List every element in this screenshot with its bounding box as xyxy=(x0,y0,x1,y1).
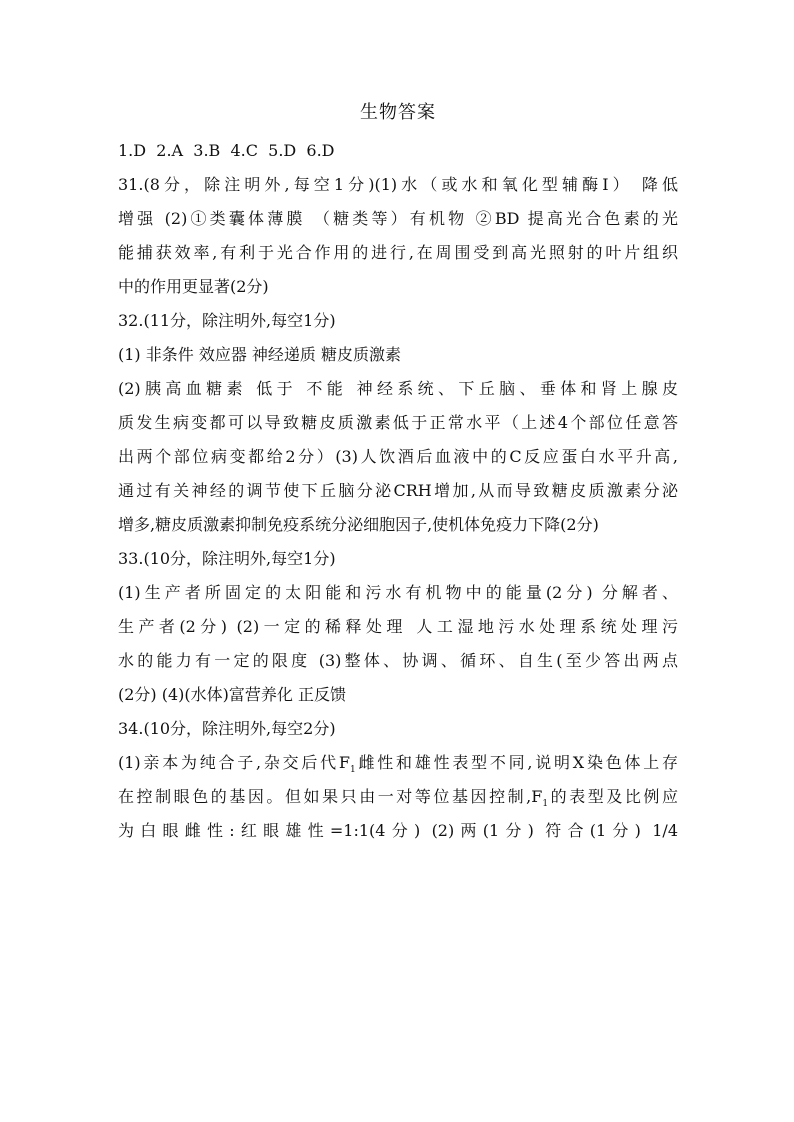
q34-line-1: 34.(10分，除注明外,每空2分) xyxy=(118,719,336,738)
q34-line-2-part-a: (1)亲本为纯合子,杂交后代F xyxy=(118,753,351,772)
q33-line-1: 33.(10分，除注明外,每空1分) xyxy=(118,549,336,568)
q33-line-5: (2分) (4)(水体)富营养化 正反馈 xyxy=(118,685,346,704)
q32-line-4: 质发生病变都可以导致糖皮质激素低于正常水平（上述4个部位任意答 xyxy=(118,413,678,432)
f1-subscript: 1 xyxy=(350,765,356,776)
q34-line-3-part-b: 的表型及比例应 xyxy=(548,787,678,806)
q32-line-5: 出两个部位病变都给2分）(3)人饮酒后血液中的C反应蛋白水平升高, xyxy=(118,447,678,466)
q31-line-4: 中的作用更显著(2分) xyxy=(118,277,269,296)
q34-line-2 xyxy=(118,746,678,780)
q32-line-1: 32.(11分，除注明外,每空1分) xyxy=(118,311,336,330)
q32-line-2: (1) 非条件 效应器 神经递质 糖皮质激素 xyxy=(118,345,402,364)
page-title: 生物答案 xyxy=(360,102,436,123)
q34-line-3-part-a: 在控制眼色的基因。但如果只由一对等位基因控制,F xyxy=(118,787,543,806)
q34-line-2-part-b: 雌性和雄性表型不同,说明X染色体上存 xyxy=(355,753,678,772)
q32-line-7: 增多,糖皮质激素抑制免疫系统分泌细胞因子,使机体免疫力下降(2分) xyxy=(118,515,599,534)
q32-line-6: 通过有关神经的调节使下丘脑分泌CRH增加,从而导致糖皮质激素分泌 xyxy=(118,481,678,500)
q33-line-2: (1)生产者所固定的太阳能和污水有机物中的能量(2分) 分解者、 xyxy=(118,583,678,602)
question-32-block xyxy=(118,304,678,542)
question-31-block xyxy=(118,168,678,304)
q32-line-3: (2)胰高血糖素 低于 不能 神经系统、下丘脑、垂体和肾上腺皮 xyxy=(118,379,678,398)
question-34-block xyxy=(118,712,678,848)
multiple-choice-answers: 1.D 2.A 3.B 4.C 5.D 6.D xyxy=(118,141,335,160)
question-33-block xyxy=(118,542,678,712)
q33-line-4: 水的能力有一定的限度 (3)整体、协调、循环、自生(至少答出两点 xyxy=(118,651,678,670)
q31-line-3: 能捕获效率,有利于光合作用的进行,在周围受到高光照射的叶片组织 xyxy=(118,243,678,262)
f1-subscript: 1 xyxy=(542,799,549,810)
q34-line-3 xyxy=(118,780,678,814)
q33-line-3: 生产者(2分) (2)一定的稀释处理 人工湿地污水处理系统处理污 xyxy=(118,617,678,636)
q34-line-4: 为白眼雌性:红眼雄性=1:1(4分) (2)两(1分) 符合(1分) 1/4 xyxy=(118,821,678,840)
q31-line-2: 增强 (2)①类囊体薄膜 （糖类等）有机物 ②BD 提高光合色素的光 xyxy=(118,209,678,228)
answer-sheet xyxy=(118,96,678,848)
q31-line-1: 31.(8分，除注明外,每空1分)(1)水（或水和氧化型辅酶Ⅰ） 降低 xyxy=(118,175,678,194)
